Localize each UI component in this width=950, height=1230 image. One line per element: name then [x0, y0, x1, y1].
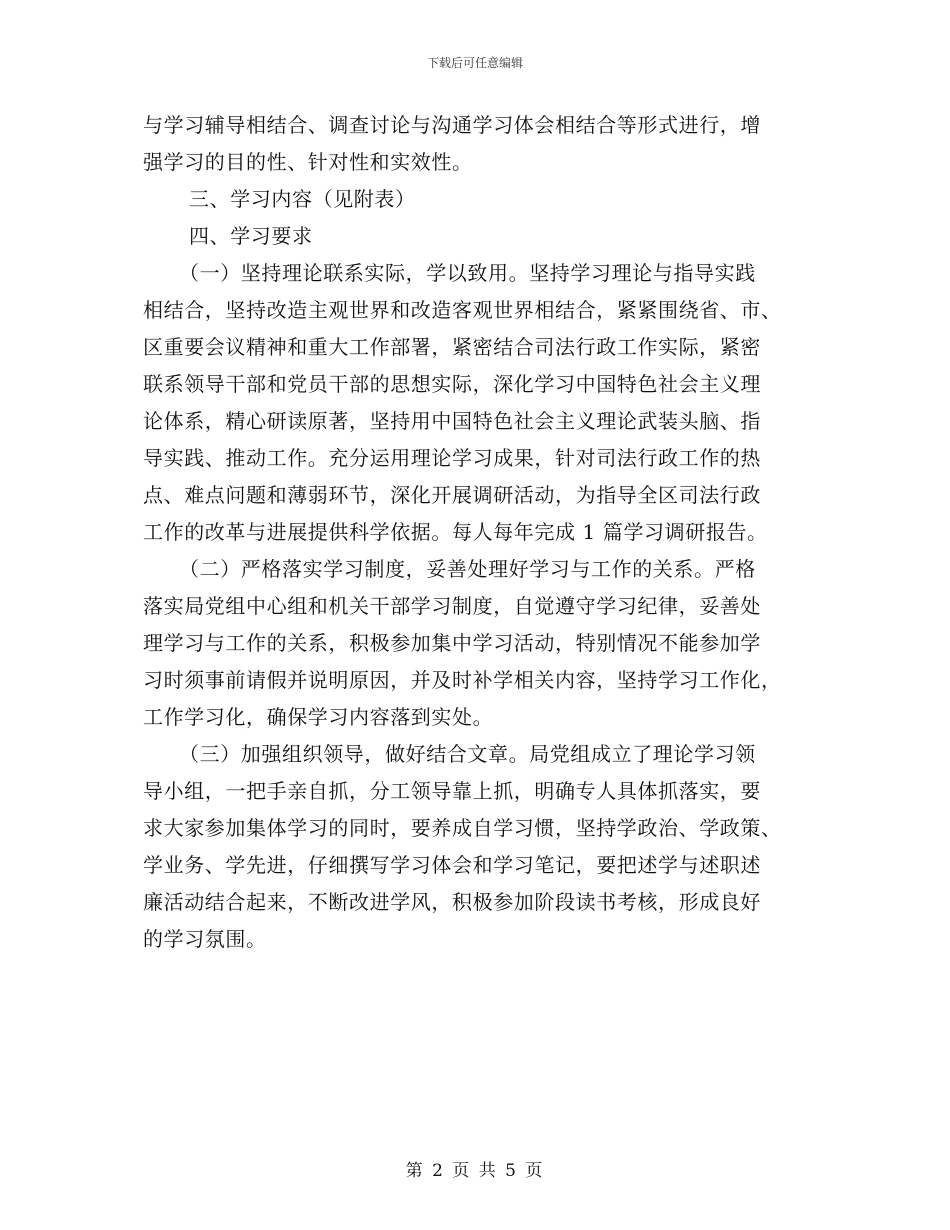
text-line: 求大家参加集体学习的同时，要养成自学习惯，坚持学政治、学政策、 [143, 816, 782, 840]
text-line: 论体系，精心研读原著，坚持用中国特色社会主义理论武装头脑、指 [143, 409, 761, 433]
text-line: 工作的改革与进展提供科学依据。每人每年完成 1 篇学习调研报告。 [143, 520, 768, 544]
text-line: 学业务、学先进，仔细撰写学习体会和学习笔记，要把述学与述职述 [143, 853, 761, 877]
paragraph-first-line: （二）严格落实学习制度，妥善处理好学习与工作的关系。严格 [179, 557, 756, 581]
section-heading: 三、学习内容（见附表） [189, 187, 416, 211]
text-line: 习时须事前请假并说明原因，并及时补学相关内容，坚持学习工作化， [143, 668, 782, 692]
text-line: 联系领导干部和党员干部的思想实际，深化学习中国特色社会主义理 [143, 372, 761, 396]
text-line: 区重要会议精神和重大工作部署，紧密结合司法行政工作实际，紧密 [143, 335, 761, 359]
text-line: 导实践、推动工作。充分运用理论学习成果，针对司法行政工作的热 [143, 446, 761, 470]
page-number: 第 2 页 共 5 页 [405, 1161, 545, 1181]
text-line: 相结合，坚持改造主观世界和改造客观世界相结合，紧紧围绕省、市、 [143, 298, 782, 322]
text-line: 导小组，一把手亲自抓，分工领导靠上抓，明确专人具体抓落实，要 [143, 779, 761, 803]
text-line: 落实局党组中心组和机关干部学习制度，自觉遵守学习纪律，妥善处 [143, 594, 761, 618]
text-line: 理学习与工作的关系，积极参加集中学习活动，特别情况不能参加学 [143, 631, 761, 655]
paragraph-first-line: （三）加强组织领导，做好结合文章。局党组成立了理论学习领 [179, 742, 756, 766]
section-heading: 四、学习要求 [189, 224, 313, 248]
document-body [143, 107, 808, 958]
paragraph-first-line: （一）坚持理论联系实际，学以致用。坚持学习理论与指导实践 [179, 261, 756, 285]
text-line: 廉活动结合起来，不断改进学风，积极参加阶段读书考核，形成良好 [143, 890, 761, 914]
text-line: 工作学习化，确保学习内容落到实处。 [143, 705, 494, 729]
page-header-note: 下载后可任意编辑 [426, 56, 523, 70]
text-line: 强学习的目的性、针对性和实效性。 [143, 150, 473, 174]
text-line: 的学习氛围。 [143, 927, 267, 951]
text-line: 与学习辅导相结合、调查讨论与沟通学习体会相结合等形式进行，增 [143, 113, 761, 137]
text-line: 点、难点问题和薄弱环节，深化开展调研活动，为指导全区司法行政 [143, 483, 761, 507]
